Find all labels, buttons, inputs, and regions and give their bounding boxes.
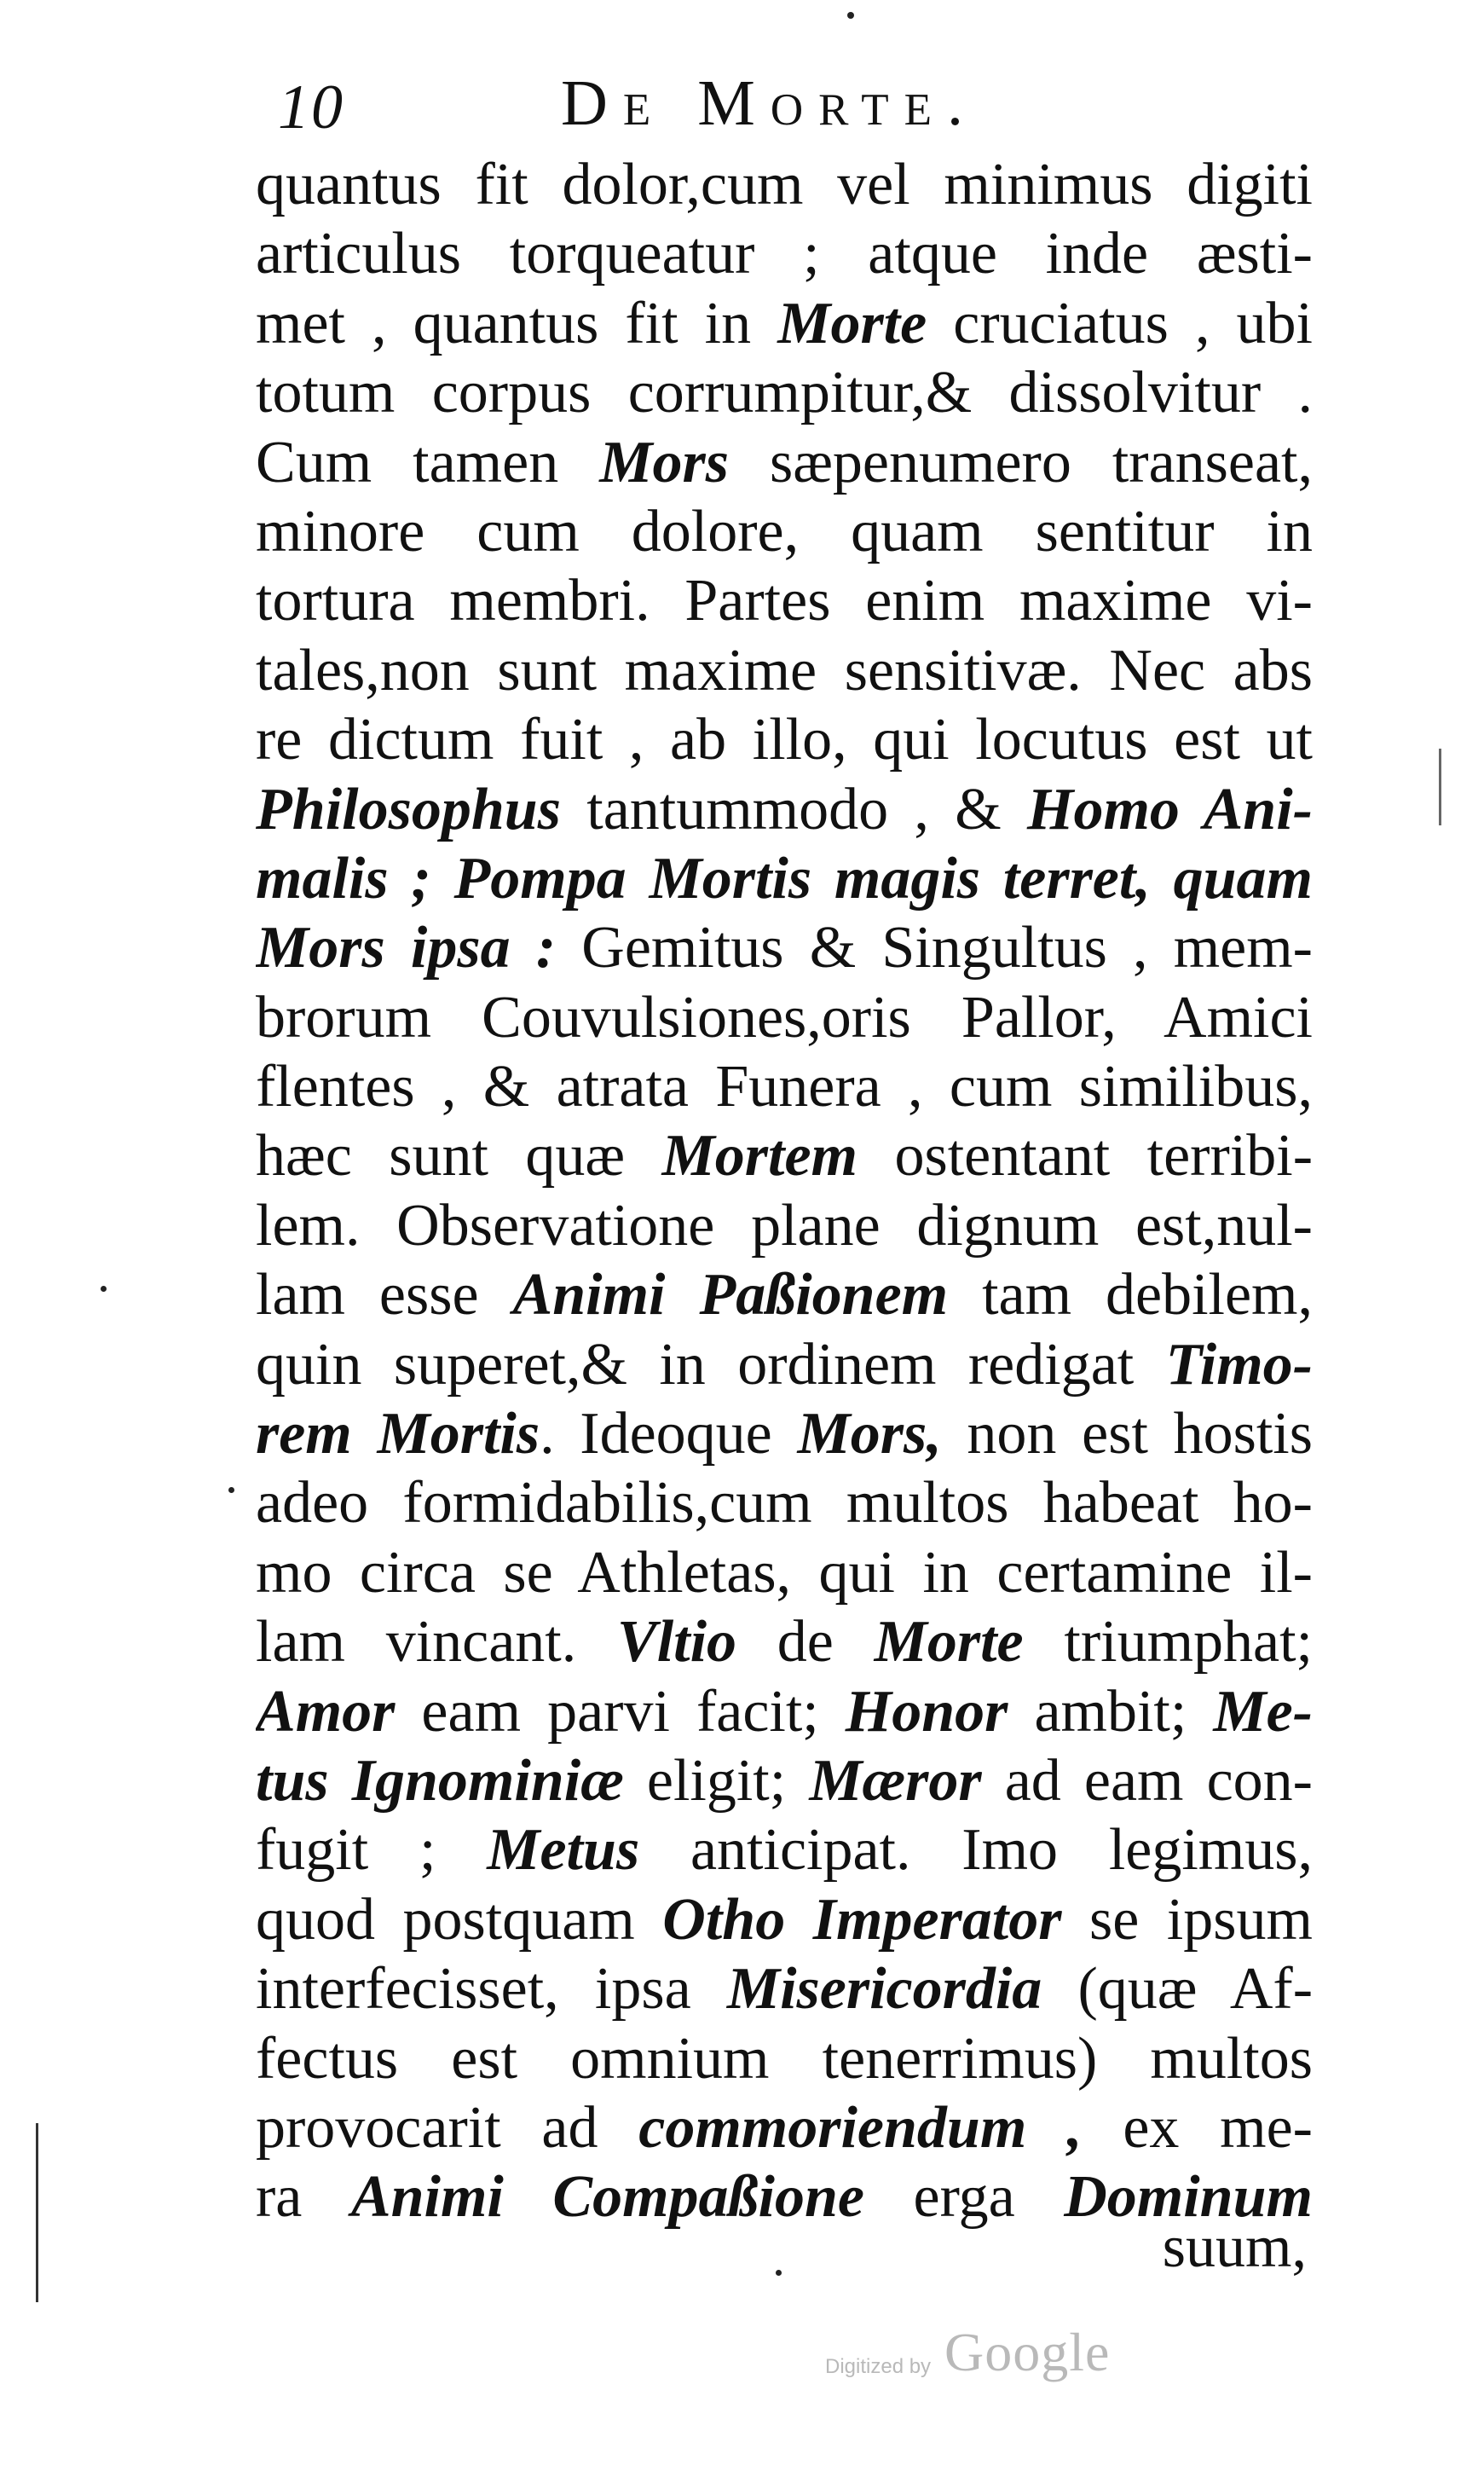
italic-text-run: Mors ipsa : bbox=[256, 915, 557, 981]
text-run: mo circa se Athletas, qui in certamine il- bbox=[256, 1539, 1313, 1606]
text-run: anticipat. Imo legimus, bbox=[639, 1817, 1313, 1884]
text-line bbox=[256, 1399, 1313, 1468]
text-run: fectus est omnium tenerrimus) multos bbox=[256, 2025, 1313, 2092]
italic-text-run: Dominum bbox=[1064, 2164, 1313, 2231]
italic-text-run: Mors, bbox=[797, 1401, 942, 1467]
italic-text-run: Honor bbox=[845, 1678, 1008, 1745]
italic-text-run: Mæror bbox=[809, 1747, 982, 1814]
text-run: fugit ; bbox=[256, 1817, 488, 1884]
text-run: ra bbox=[256, 2164, 351, 2231]
text-line bbox=[256, 775, 1313, 844]
text-line bbox=[256, 1468, 1313, 1537]
text-run: . Ideoque bbox=[540, 1401, 798, 1467]
text-line bbox=[256, 983, 1313, 1052]
text-run: se ipsum bbox=[1061, 1886, 1313, 1953]
text-run: quin superet,& in ordinem redigat bbox=[256, 1331, 1166, 1398]
italic-text-run: Mors bbox=[599, 429, 729, 495]
italic-text-run: Metus bbox=[487, 1817, 640, 1884]
italic-text-run: Homo Ani- bbox=[1027, 776, 1313, 842]
text-line bbox=[256, 358, 1313, 427]
italic-text-run: Morte bbox=[777, 290, 927, 356]
text-run: Cum tamen bbox=[256, 429, 600, 495]
text-run: Gemitus & Singultus , mem- bbox=[556, 915, 1313, 981]
text-run: non est hostis bbox=[941, 1401, 1313, 1467]
text-line bbox=[256, 2162, 1313, 2231]
text-run: brorum Couvulsiones,oris Pallor, Amici bbox=[256, 984, 1313, 1050]
text-line bbox=[256, 1954, 1313, 2023]
text-run: ex me- bbox=[1082, 2094, 1313, 2161]
italic-text-run: Otho Imperator bbox=[662, 1886, 1062, 1953]
text-run: interfecisset, ipsa bbox=[256, 1956, 727, 2023]
text-line bbox=[256, 150, 1313, 219]
text-line bbox=[256, 2093, 1313, 2162]
scan-speck bbox=[101, 1286, 107, 1292]
italic-text-run: Animi Paßionem bbox=[512, 1262, 949, 1328]
text-line bbox=[256, 913, 1313, 982]
text-run: triumphat; bbox=[1023, 1609, 1313, 1675]
page-number: 10 bbox=[278, 72, 344, 142]
text-line bbox=[256, 1121, 1313, 1190]
text-run: hæc sunt quæ bbox=[256, 1123, 662, 1189]
italic-text-run: Morte bbox=[874, 1609, 1024, 1675]
text-run: erga bbox=[863, 2164, 1065, 2231]
text-run: re dictum fuit , ab illo, qui locutus est ut bbox=[256, 707, 1313, 773]
scan-speck bbox=[228, 1487, 234, 1493]
text-line bbox=[256, 1815, 1313, 1884]
text-run: flentes , & atrata Funera , cum similibus, bbox=[256, 1054, 1313, 1120]
scan-speck bbox=[776, 2270, 782, 2276]
text-run: lam vincant. bbox=[256, 1609, 617, 1675]
text-line bbox=[256, 566, 1313, 635]
text-run: tantummodo , & bbox=[560, 776, 1027, 842]
italic-text-run: Philosophus bbox=[256, 776, 561, 842]
page-header bbox=[271, 60, 1319, 153]
text-run: sæpenumero transeat, bbox=[728, 429, 1313, 495]
italic-text-run: Me- bbox=[1213, 1678, 1313, 1745]
text-run: (quæ Af- bbox=[1042, 1956, 1313, 2023]
italic-text-run: Amor bbox=[256, 1678, 396, 1745]
text-line bbox=[256, 1746, 1313, 1815]
text-run: cruciatus , ubi bbox=[927, 290, 1313, 356]
text-run: ostentant terribi- bbox=[857, 1123, 1313, 1189]
google-watermark bbox=[825, 2321, 1132, 2389]
text-run: totum corpus corrumpitur,& dissolvitur . bbox=[256, 360, 1313, 426]
scan-speck bbox=[847, 12, 854, 19]
text-run: lem. Observatione plane dignum est,nul- bbox=[256, 1192, 1313, 1259]
text-line bbox=[256, 289, 1313, 358]
text-run: ad eam con- bbox=[981, 1747, 1313, 1814]
text-run: quod postquam bbox=[256, 1886, 663, 1953]
text-line bbox=[256, 2024, 1313, 2093]
text-line bbox=[256, 219, 1313, 288]
text-run: minore cum dolore, quam sentitur in bbox=[256, 498, 1313, 564]
catchword: suum, bbox=[1162, 2214, 1307, 2280]
text-line bbox=[256, 1538, 1313, 1607]
text-run: de bbox=[736, 1609, 875, 1675]
italic-text-run: Timo- bbox=[1165, 1331, 1313, 1398]
text-run: tam debilem, bbox=[948, 1262, 1313, 1328]
text-line bbox=[256, 844, 1313, 913]
text-run: lam esse bbox=[256, 1262, 513, 1328]
text-line bbox=[256, 1191, 1313, 1260]
text-run: eligit; bbox=[623, 1747, 810, 1814]
text-line bbox=[256, 705, 1313, 774]
text-run: quantus fit dolor,cum vel minimus digiti bbox=[256, 152, 1313, 217]
body-text bbox=[256, 150, 1313, 2232]
italic-text-run: Vltio bbox=[617, 1609, 737, 1675]
italic-text-run: rem Mortis bbox=[256, 1401, 540, 1467]
watermark-brand: Google bbox=[944, 2322, 1111, 2382]
text-run: articulus torqueatur ; atque inde æsti- bbox=[256, 221, 1313, 287]
text-run: tortura membri. Partes enim maxime vi- bbox=[256, 568, 1313, 634]
text-line bbox=[256, 1607, 1313, 1676]
text-line bbox=[256, 497, 1313, 566]
italic-text-run: Misericordia bbox=[726, 1956, 1042, 2023]
text-run: adeo formidabilis,cum multos habeat ho- bbox=[256, 1470, 1313, 1537]
text-line bbox=[256, 1677, 1313, 1746]
italic-text-run: Mortem bbox=[661, 1123, 857, 1189]
text-line bbox=[256, 428, 1313, 497]
italic-text-run: malis ; Pompa Mortis magis terret, quam bbox=[256, 845, 1313, 912]
text-run: tales,non sunt maxime sensitivæ. Nec abs bbox=[256, 637, 1313, 703]
text-line bbox=[256, 1052, 1313, 1121]
running-head: De Morte. bbox=[561, 67, 979, 139]
text-line bbox=[256, 1260, 1313, 1329]
scan-edge-line bbox=[36, 2123, 38, 2302]
text-run: provocarit ad bbox=[256, 2094, 639, 2161]
italic-text-run: Animi Compaßione bbox=[350, 2164, 864, 2231]
watermark-prefix: Digitized by bbox=[825, 2355, 932, 2378]
text-line bbox=[256, 636, 1313, 705]
italic-text-run: tus Ignominiæ bbox=[256, 1747, 624, 1814]
text-run: ambit; bbox=[1008, 1678, 1214, 1745]
text-run: met , quantus fit in bbox=[256, 290, 778, 356]
text-line bbox=[256, 1330, 1313, 1399]
text-line bbox=[256, 1885, 1313, 1954]
italic-text-run: commoriendum , bbox=[638, 2094, 1083, 2161]
text-run: eam parvi facit; bbox=[395, 1678, 846, 1745]
scan-edge-line bbox=[1439, 749, 1441, 825]
